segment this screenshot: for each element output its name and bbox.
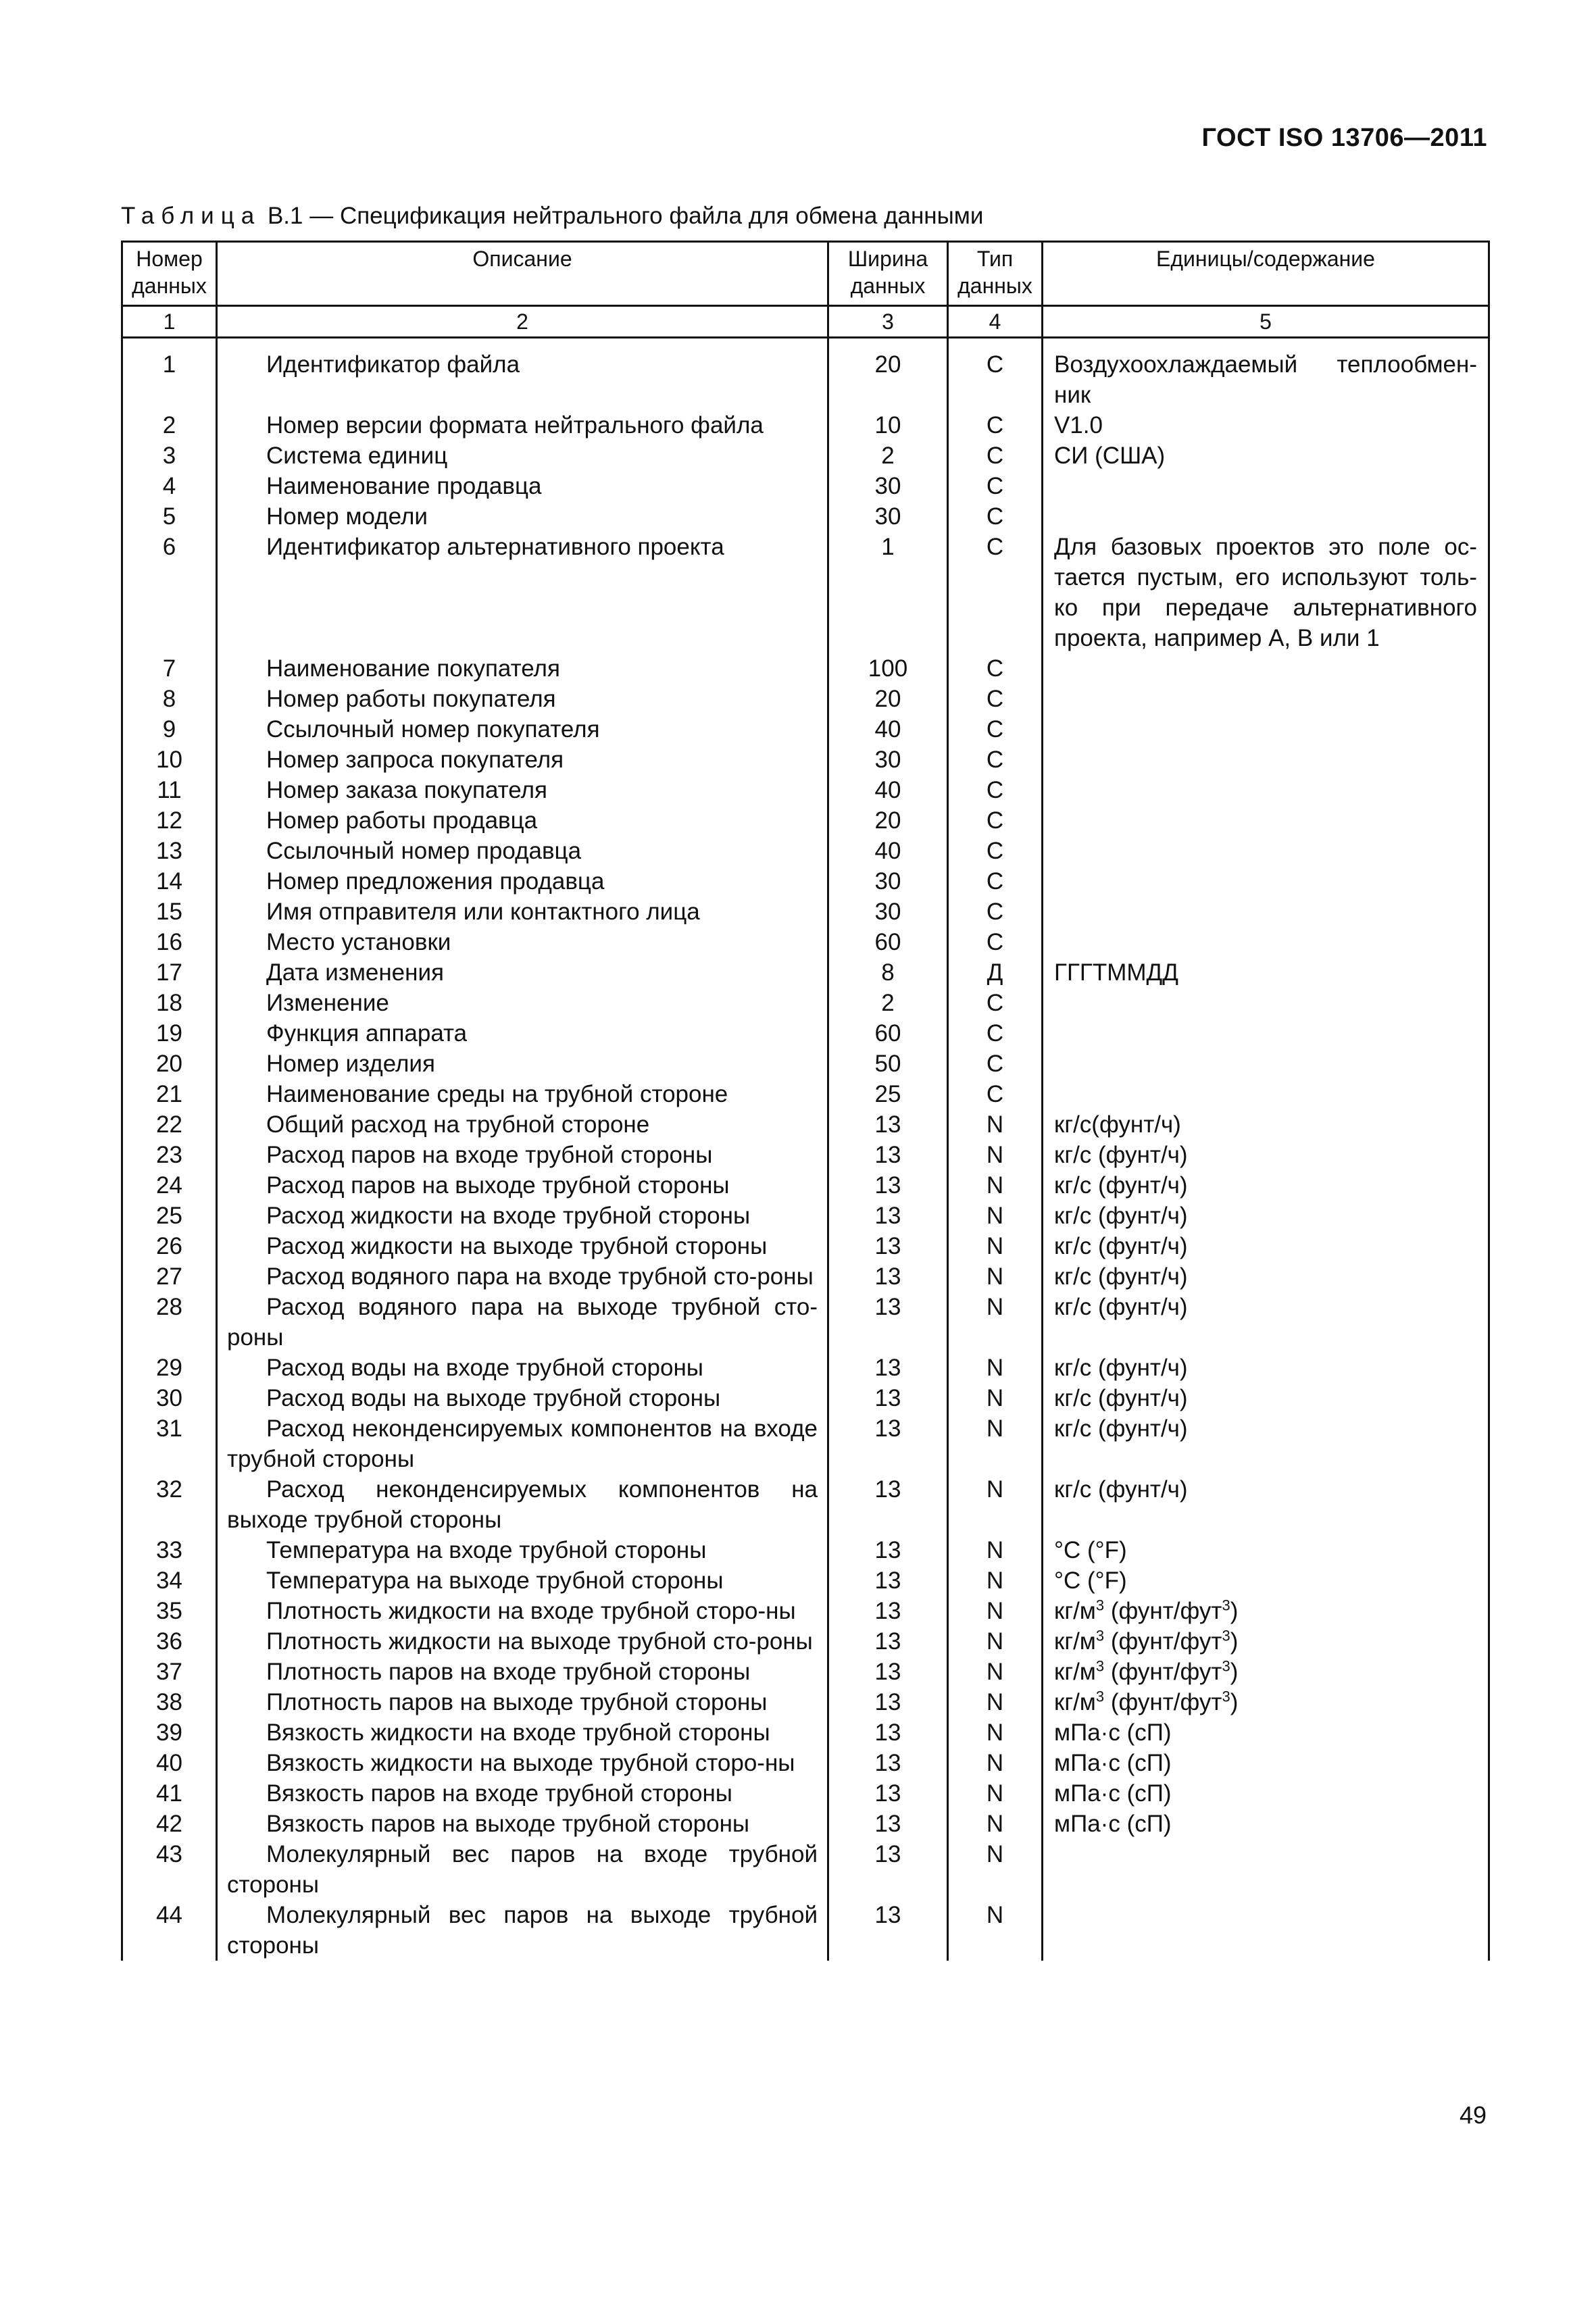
row-description: Температура на входе трубной стороны — [217, 1535, 828, 1565]
table-row — [122, 410, 1489, 441]
row-number: 22 — [122, 1109, 217, 1140]
row-number: 10 — [122, 745, 217, 775]
row-number: 34 — [122, 1565, 217, 1596]
header-desc: Описание — [217, 242, 828, 306]
row-number: 33 — [122, 1535, 217, 1565]
specification-table — [121, 241, 1490, 1961]
header-type: Тип данных — [948, 242, 1043, 306]
spacer-row — [122, 338, 1489, 350]
row-description: Система единиц — [217, 441, 828, 471]
row-units: кг/с (фунт/ч) — [1043, 1383, 1489, 1413]
row-units — [1043, 897, 1489, 927]
header-width: Ширина данных — [828, 242, 948, 306]
row-number: 5 — [122, 501, 217, 532]
table-row — [122, 471, 1489, 501]
row-width: 13 — [828, 1839, 948, 1900]
row-units — [1043, 805, 1489, 836]
row-units: мПа·с (сП) — [1043, 1778, 1489, 1809]
row-number: 26 — [122, 1231, 217, 1261]
row-description: Расход жидкости на входе трубной стороны — [217, 1201, 828, 1231]
row-type: N — [948, 1657, 1043, 1687]
table-row — [122, 1687, 1489, 1717]
row-type: C — [948, 745, 1043, 775]
row-units: °C (°F) — [1043, 1535, 1489, 1565]
row-type: N — [948, 1474, 1043, 1535]
row-description: Плотность паров на выходе трубной стороны — [217, 1687, 828, 1717]
row-units — [1043, 745, 1489, 775]
row-description: Плотность жидкости на выходе трубной сто-роны — [217, 1626, 828, 1657]
row-width: 13 — [828, 1292, 948, 1353]
row-type: N — [948, 1839, 1043, 1900]
row-description: Расход неконденсируемых компонентов на входе трубной стороны — [217, 1413, 828, 1474]
row-number: 40 — [122, 1748, 217, 1778]
row-description: Ссылочный номер покупателя — [217, 714, 828, 745]
header-num: Номер данных — [122, 242, 217, 306]
table-row — [122, 684, 1489, 714]
row-units: кг/с (фунт/ч) — [1043, 1413, 1489, 1474]
table-row — [122, 927, 1489, 957]
caption-word: Таблица — [121, 203, 261, 229]
row-units: мПа·с (сП) — [1043, 1717, 1489, 1748]
row-number: 17 — [122, 957, 217, 988]
table-row — [122, 1717, 1489, 1748]
row-type: N — [948, 1261, 1043, 1292]
row-number: 38 — [122, 1687, 217, 1717]
row-number: 1 — [122, 349, 217, 410]
row-units: мПа·с (сП) — [1043, 1748, 1489, 1778]
row-type: C — [948, 410, 1043, 441]
row-description: Идентификатор файла — [217, 349, 828, 410]
table-row — [122, 1565, 1489, 1596]
row-width: 40 — [828, 775, 948, 805]
row-width: 13 — [828, 1535, 948, 1565]
row-number: 14 — [122, 866, 217, 897]
table-row — [122, 1383, 1489, 1413]
row-number: 11 — [122, 775, 217, 805]
row-width: 50 — [828, 1049, 948, 1079]
row-width: 13 — [828, 1687, 948, 1717]
table-row — [122, 1839, 1489, 1900]
table-row — [122, 1018, 1489, 1049]
row-units — [1043, 1018, 1489, 1049]
row-width: 13 — [828, 1717, 948, 1748]
row-width: 13 — [828, 1261, 948, 1292]
row-type: N — [948, 1292, 1043, 1353]
row-units: °C (°F) — [1043, 1565, 1489, 1596]
row-type: N — [948, 1596, 1043, 1626]
table-row — [122, 349, 1489, 410]
row-description: Общий расход на трубной стороне — [217, 1109, 828, 1140]
row-type: C — [948, 471, 1043, 501]
table-row — [122, 1900, 1489, 1961]
row-description: Расход жидкости на выходе трубной стороны — [217, 1231, 828, 1261]
row-width: 30 — [828, 897, 948, 927]
row-type: C — [948, 349, 1043, 410]
row-number: 27 — [122, 1261, 217, 1292]
row-units: кг/с(фунт/ч) — [1043, 1109, 1489, 1140]
row-units: $кг/м^3$ (фунт/фут$^3$) — [1043, 1626, 1489, 1657]
column-number: 5 — [1043, 306, 1489, 338]
row-description: Расход паров на входе трубной стороны — [217, 1140, 828, 1170]
row-number: 4 — [122, 471, 217, 501]
table-row — [122, 1748, 1489, 1778]
table-row — [122, 532, 1489, 653]
row-type: N — [948, 1626, 1043, 1657]
row-description: Номер изделия — [217, 1049, 828, 1079]
row-description: Изменение — [217, 988, 828, 1018]
table-row — [122, 1353, 1489, 1383]
row-number: 24 — [122, 1170, 217, 1201]
row-width: 13 — [828, 1109, 948, 1140]
row-units — [1043, 775, 1489, 805]
row-description: Расход водяного пара на входе трубной сто-роны — [217, 1261, 828, 1292]
table-row — [122, 1079, 1489, 1109]
row-type: N — [948, 1809, 1043, 1839]
row-description: Расход водяного пара на выходе трубной сто-роны — [217, 1292, 828, 1353]
row-type: C — [948, 988, 1043, 1018]
row-width: 13 — [828, 1809, 948, 1839]
table-row — [122, 1049, 1489, 1079]
row-width: 10 — [828, 410, 948, 441]
row-type: Д — [948, 957, 1043, 988]
caption-text: В.1 — Спецификация нейтрального файла для обмена данными — [261, 203, 984, 229]
column-number: 3 — [828, 306, 948, 338]
row-width: 13 — [828, 1383, 948, 1413]
row-type: C — [948, 1049, 1043, 1079]
row-description: Расход воды на входе трубной стороны — [217, 1353, 828, 1383]
row-width: 13 — [828, 1231, 948, 1261]
row-units: кг/с (фунт/ч) — [1043, 1292, 1489, 1353]
row-units: кг/с (фунт/ч) — [1043, 1261, 1489, 1292]
row-type: C — [948, 441, 1043, 471]
row-type: C — [948, 1079, 1043, 1109]
row-type: N — [948, 1778, 1043, 1809]
row-description: Молекулярный вес паров на входе трубной стороны — [217, 1839, 828, 1900]
row-number: 9 — [122, 714, 217, 745]
column-number: 2 — [217, 306, 828, 338]
row-number: 2 — [122, 410, 217, 441]
row-number: 32 — [122, 1474, 217, 1535]
row-type: N — [948, 1687, 1043, 1717]
table-row — [122, 836, 1489, 866]
row-units: кг/с (фунт/ч) — [1043, 1170, 1489, 1201]
row-description: Расход неконденсируемых компонентов на выходе трубной стороны — [217, 1474, 828, 1535]
row-units — [1043, 501, 1489, 532]
row-width: 13 — [828, 1596, 948, 1626]
column-number: 4 — [948, 306, 1043, 338]
row-description: Вязкость жидкости на выходе трубной сторо-ны — [217, 1748, 828, 1778]
row-number: 44 — [122, 1900, 217, 1961]
row-units: кг/с (фунт/ч) — [1043, 1231, 1489, 1261]
table-row — [122, 1535, 1489, 1565]
row-width: 100 — [828, 653, 948, 684]
row-number: 41 — [122, 1778, 217, 1809]
row-type: N — [948, 1201, 1043, 1231]
row-number: 35 — [122, 1596, 217, 1626]
row-units — [1043, 1049, 1489, 1079]
row-number: 39 — [122, 1717, 217, 1748]
row-units: Воздухоохлаждаемый теплообмен-ник — [1043, 349, 1489, 410]
row-type: C — [948, 532, 1043, 653]
row-units: $кг/м^3$ (фунт/фут$^3$) — [1043, 1687, 1489, 1717]
row-units — [1043, 684, 1489, 714]
row-description: Номер модели — [217, 501, 828, 532]
table-row — [122, 775, 1489, 805]
row-units — [1043, 1900, 1489, 1961]
row-type: C — [948, 836, 1043, 866]
row-number: 42 — [122, 1809, 217, 1839]
row-number: 43 — [122, 1839, 217, 1900]
row-type: N — [948, 1748, 1043, 1778]
row-width: 20 — [828, 805, 948, 836]
column-number-row — [122, 306, 1489, 338]
header-row — [122, 242, 1489, 306]
row-type: C — [948, 1018, 1043, 1049]
row-number: 28 — [122, 1292, 217, 1353]
row-description: Температура на выходе трубной стороны — [217, 1565, 828, 1596]
table-caption — [121, 203, 983, 230]
row-width: 20 — [828, 349, 948, 410]
row-description: Номер работы продавца — [217, 805, 828, 836]
row-width: 2 — [828, 441, 948, 471]
row-number: 13 — [122, 836, 217, 866]
row-width: 2 — [828, 988, 948, 1018]
table-row — [122, 1809, 1489, 1839]
row-number: 18 — [122, 988, 217, 1018]
table-row — [122, 501, 1489, 532]
row-type: N — [948, 1140, 1043, 1170]
row-number: 37 — [122, 1657, 217, 1687]
row-width: 8 — [828, 957, 948, 988]
table-row — [122, 1170, 1489, 1201]
document-code: ГОСТ ISO 13706—2011 — [1201, 124, 1487, 152]
row-number: 21 — [122, 1079, 217, 1109]
row-units — [1043, 653, 1489, 684]
row-width: 13 — [828, 1900, 948, 1961]
table-row — [122, 1596, 1489, 1626]
row-type: N — [948, 1109, 1043, 1140]
row-width: 13 — [828, 1413, 948, 1474]
row-units: ГГГТММДД — [1043, 957, 1489, 988]
row-number: 7 — [122, 653, 217, 684]
row-width: 13 — [828, 1140, 948, 1170]
row-units — [1043, 988, 1489, 1018]
row-number: 25 — [122, 1201, 217, 1231]
row-number: 6 — [122, 532, 217, 653]
row-description: Вязкость паров на выходе трубной стороны — [217, 1809, 828, 1839]
row-width: 30 — [828, 471, 948, 501]
table-row — [122, 1292, 1489, 1353]
table-row — [122, 1474, 1489, 1535]
row-description: Имя отправителя или контактного лица — [217, 897, 828, 927]
table-row — [122, 1231, 1489, 1261]
header-units: Единицы/содержание — [1043, 242, 1489, 306]
row-description: Вязкость жидкости на входе трубной стороны — [217, 1717, 828, 1748]
row-type: C — [948, 714, 1043, 745]
table-row — [122, 714, 1489, 745]
row-number: 8 — [122, 684, 217, 714]
row-description: Место установки — [217, 927, 828, 957]
row-width: 25 — [828, 1079, 948, 1109]
row-units: СИ (США) — [1043, 441, 1489, 471]
row-number: 12 — [122, 805, 217, 836]
row-description: Идентификатор альтернативного проекта — [217, 532, 828, 653]
table-row — [122, 1778, 1489, 1809]
table-row — [122, 1261, 1489, 1292]
row-units: мПа·с (сП) — [1043, 1809, 1489, 1839]
row-units: кг/с (фунт/ч) — [1043, 1474, 1489, 1535]
row-width: 13 — [828, 1474, 948, 1535]
table-row — [122, 1109, 1489, 1140]
row-width: 30 — [828, 866, 948, 897]
row-description: Плотность паров на входе трубной стороны — [217, 1657, 828, 1687]
table-row — [122, 1413, 1489, 1474]
row-description: Плотность жидкости на входе трубной сторо-ны — [217, 1596, 828, 1626]
row-description: Наименование продавца — [217, 471, 828, 501]
row-number: 20 — [122, 1049, 217, 1079]
row-width: 20 — [828, 684, 948, 714]
row-units — [1043, 866, 1489, 897]
page-number: 49 — [1459, 2101, 1487, 2129]
row-type: N — [948, 1383, 1043, 1413]
table-row — [122, 1201, 1489, 1231]
row-units: Для базовых проектов это поле ос-тается пустым, его используют толь-ко при передаче альтернативного проекта, например А, В или 1 — [1043, 532, 1489, 653]
row-type: N — [948, 1535, 1043, 1565]
row-type: N — [948, 1231, 1043, 1261]
row-width: 13 — [828, 1778, 948, 1809]
row-type: N — [948, 1717, 1043, 1748]
row-number: 15 — [122, 897, 217, 927]
row-number: 16 — [122, 927, 217, 957]
row-width: 60 — [828, 1018, 948, 1049]
row-width: 13 — [828, 1201, 948, 1231]
row-description: Номер работы покупателя — [217, 684, 828, 714]
row-type: C — [948, 897, 1043, 927]
row-width: 13 — [828, 1170, 948, 1201]
table-row — [122, 1626, 1489, 1657]
row-width: 60 — [828, 927, 948, 957]
row-description: Вязкость паров на входе трубной стороны — [217, 1778, 828, 1809]
row-width: 30 — [828, 501, 948, 532]
row-type: C — [948, 653, 1043, 684]
row-type: N — [948, 1900, 1043, 1961]
row-units — [1043, 714, 1489, 745]
row-number: 23 — [122, 1140, 217, 1170]
row-type: C — [948, 501, 1043, 532]
row-type: C — [948, 775, 1043, 805]
row-units: $кг/м^3$ (фунт/фут$^3$) — [1043, 1657, 1489, 1687]
row-description: Расход воды на выходе трубной стороны — [217, 1383, 828, 1413]
row-units — [1043, 471, 1489, 501]
row-description: Наименование покупателя — [217, 653, 828, 684]
row-width: 13 — [828, 1626, 948, 1657]
row-type: N — [948, 1353, 1043, 1383]
row-number: 36 — [122, 1626, 217, 1657]
row-units: V1.0 — [1043, 410, 1489, 441]
row-width: 1 — [828, 532, 948, 653]
row-description: Молекулярный вес паров на выходе трубной стороны — [217, 1900, 828, 1961]
row-description: Номер заказа покупателя — [217, 775, 828, 805]
table-row — [122, 805, 1489, 836]
row-description: Дата изменения — [217, 957, 828, 988]
table-row — [122, 441, 1489, 471]
row-type: C — [948, 805, 1043, 836]
row-number: 29 — [122, 1353, 217, 1383]
row-width: 13 — [828, 1565, 948, 1596]
table-row — [122, 957, 1489, 988]
table-row — [122, 745, 1489, 775]
row-description: Номер версии формата нейтрального файла — [217, 410, 828, 441]
table-row — [122, 897, 1489, 927]
row-description: Номер запроса покупателя — [217, 745, 828, 775]
table-row — [122, 988, 1489, 1018]
table-row — [122, 1140, 1489, 1170]
row-description: Ссылочный номер продавца — [217, 836, 828, 866]
row-description: Расход паров на выходе трубной стороны — [217, 1170, 828, 1201]
row-units: кг/с (фунт/ч) — [1043, 1201, 1489, 1231]
row-units: $кг/м^3$ (фунт/фут$^3$) — [1043, 1596, 1489, 1626]
row-width: 13 — [828, 1657, 948, 1687]
row-width: 40 — [828, 714, 948, 745]
row-number: 3 — [122, 441, 217, 471]
row-units — [1043, 1079, 1489, 1109]
column-number: 1 — [122, 306, 217, 338]
table-row — [122, 1657, 1489, 1687]
table-row — [122, 866, 1489, 897]
row-type: N — [948, 1170, 1043, 1201]
table-body — [122, 338, 1489, 1961]
row-width: 13 — [828, 1353, 948, 1383]
row-type: C — [948, 866, 1043, 897]
row-type: C — [948, 927, 1043, 957]
row-description: Наименование среды на трубной стороне — [217, 1079, 828, 1109]
row-type: C — [948, 684, 1043, 714]
row-units: кг/с (фунт/ч) — [1043, 1140, 1489, 1170]
row-description: Номер предложения продавца — [217, 866, 828, 897]
row-units — [1043, 1839, 1489, 1900]
row-units — [1043, 836, 1489, 866]
row-description: Функция аппарата — [217, 1018, 828, 1049]
row-number: 30 — [122, 1383, 217, 1413]
row-units: кг/с (фунт/ч) — [1043, 1353, 1489, 1383]
table-row — [122, 653, 1489, 684]
row-number: 19 — [122, 1018, 217, 1049]
row-type: N — [948, 1413, 1043, 1474]
row-width: 40 — [828, 836, 948, 866]
row-type: N — [948, 1565, 1043, 1596]
row-units — [1043, 927, 1489, 957]
row-number: 31 — [122, 1413, 217, 1474]
row-width: 30 — [828, 745, 948, 775]
row-width: 13 — [828, 1748, 948, 1778]
